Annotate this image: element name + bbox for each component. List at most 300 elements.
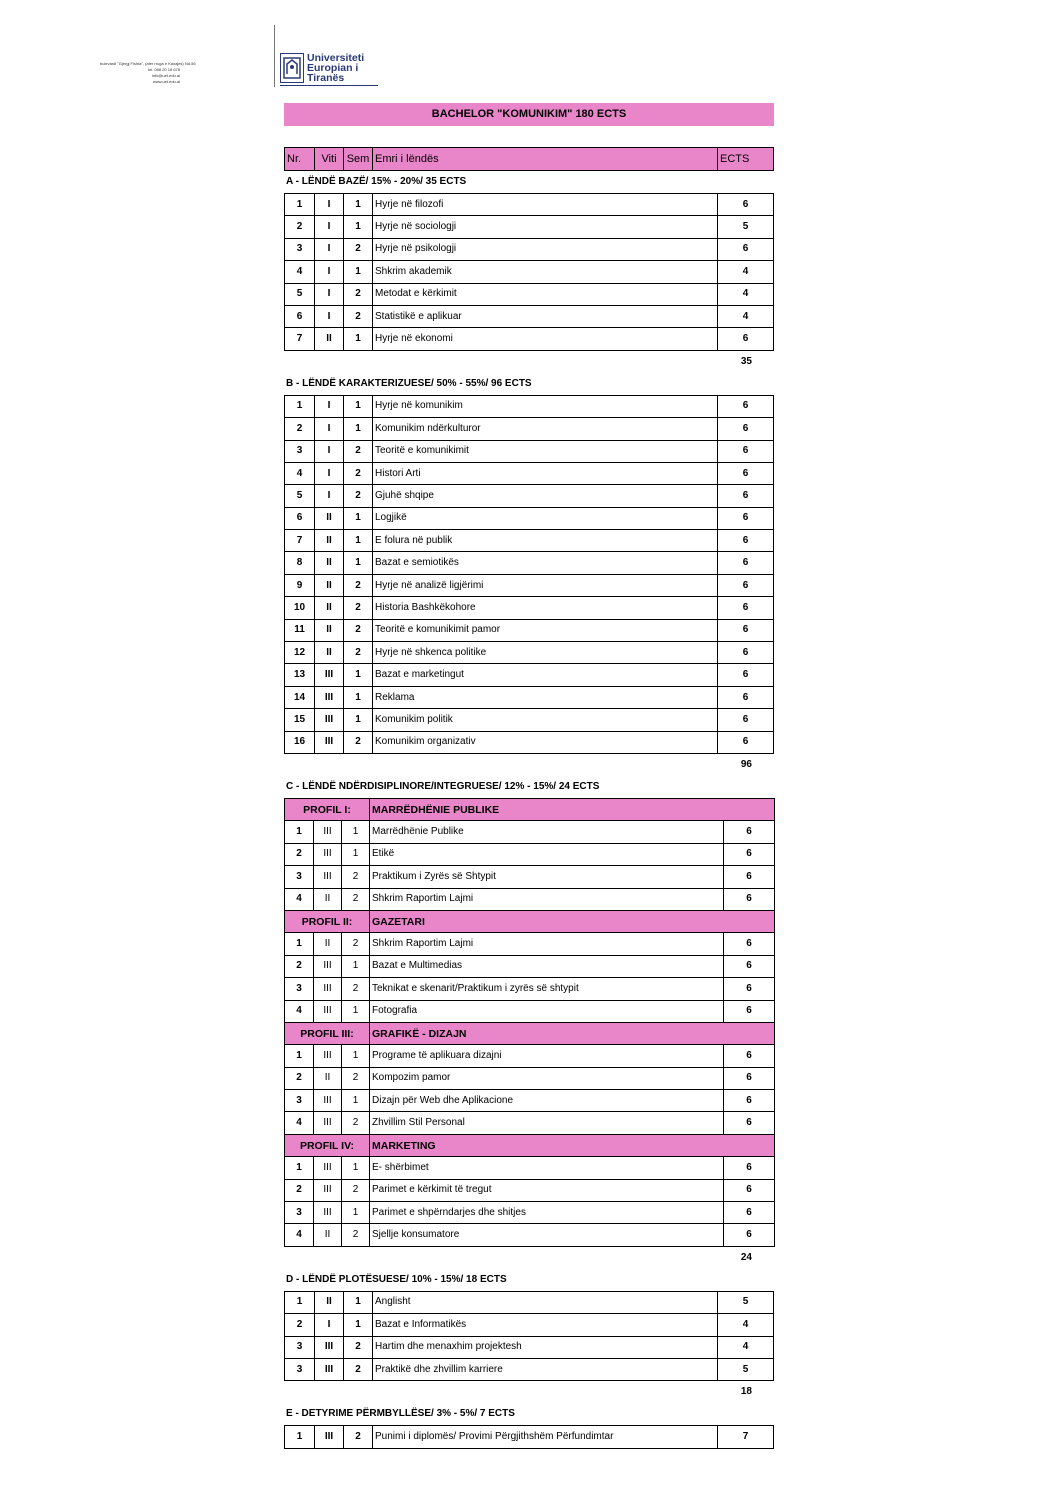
course-year: III [315, 1358, 344, 1380]
section-b-total: 96 [740, 758, 752, 770]
course-number: 3 [285, 1202, 314, 1224]
course-semester: 2 [342, 888, 370, 910]
course-name: Hyrje në psikologji [373, 238, 718, 260]
section-c-total: 24 [740, 1251, 752, 1263]
course-ects: 6 [718, 485, 774, 507]
course-semester: 1 [342, 1000, 370, 1022]
course-name: Anglisht [373, 1291, 718, 1313]
course-semester: 1 [344, 1291, 373, 1313]
table-row [285, 1291, 774, 1313]
course-year: I [315, 305, 344, 327]
course-ects: 6 [718, 642, 774, 664]
section-e-title: E - DETYRIME PËRMBYLLËSE/ 3% - 5%/ 7 ECTS [286, 1408, 515, 1420]
course-number: 14 [285, 686, 315, 708]
profile-name: MARKETING [370, 1134, 775, 1156]
table-row [285, 305, 774, 327]
table-row [285, 507, 774, 529]
table-row [285, 552, 774, 574]
course-name: Teoritë e komunikimit [373, 440, 718, 462]
section-a-table [284, 193, 774, 351]
course-year: III [315, 709, 344, 731]
section-c-table [284, 798, 775, 1247]
table-row [285, 283, 774, 305]
university-name-line: Europian i [307, 62, 359, 74]
address-line: info@uet.edu.al [151, 73, 180, 78]
course-ects: 6 [718, 440, 774, 462]
program-title: BACHELOR "KOMUNIKIM" 180 ECTS [284, 103, 774, 126]
letterhead [100, 25, 365, 95]
course-semester: 2 [344, 1336, 373, 1358]
course-ects: 6 [724, 1045, 775, 1067]
course-year: I [315, 238, 344, 260]
course-number: 3 [285, 1336, 315, 1358]
course-number: 16 [285, 731, 315, 753]
section-e-table [284, 1425, 774, 1448]
table-row [285, 1112, 775, 1134]
course-semester: 2 [344, 642, 373, 664]
table-row [285, 843, 775, 865]
course-number: 11 [285, 619, 315, 641]
course-semester: 1 [344, 395, 373, 417]
course-semester: 2 [342, 1224, 370, 1246]
table-row [285, 1314, 774, 1336]
course-number: 4 [285, 1112, 314, 1134]
course-year: III [314, 821, 342, 843]
course-name: Etikë [370, 843, 724, 865]
course-name: Sjellje konsumatore [370, 1224, 724, 1246]
table-row [285, 1045, 775, 1067]
course-ects: 6 [718, 418, 774, 440]
course-number: 1 [285, 1157, 314, 1179]
address-block [100, 61, 196, 85]
course-year: II [315, 507, 344, 529]
course-year: III [314, 866, 342, 888]
table-row [285, 1426, 774, 1448]
course-year: III [314, 1179, 342, 1201]
course-ects: 4 [718, 1336, 774, 1358]
course-number: 1 [285, 933, 314, 955]
course-number: 5 [285, 283, 315, 305]
course-year: III [315, 686, 344, 708]
course-number: 4 [285, 888, 314, 910]
course-name: Shkrim Raportim Lajmi [370, 933, 724, 955]
course-ects: 6 [718, 194, 774, 216]
course-name: Komunikim politik [373, 709, 718, 731]
course-name: Zhvillim Stil Personal [370, 1112, 724, 1134]
table-row [285, 664, 774, 686]
course-name: Marrëdhënie Publike [370, 821, 724, 843]
course-name: Hyrje në komunikim [373, 395, 718, 417]
table-row [285, 709, 774, 731]
course-number: 13 [285, 664, 315, 686]
course-semester: 1 [344, 216, 373, 238]
course-name: Hyrje në sociologji [373, 216, 718, 238]
course-year: I [315, 462, 344, 484]
course-year: II [315, 328, 344, 350]
table-row [285, 619, 774, 641]
course-name: Bazat e Informatikës [373, 1314, 718, 1336]
course-year: I [315, 395, 344, 417]
course-semester: 2 [344, 440, 373, 462]
table-row [285, 1179, 775, 1201]
profile-name: GRAFIKË - DIZAJN [370, 1022, 775, 1044]
course-ects: 5 [718, 1291, 774, 1313]
course-name: Hyrje në analizë ligjërimi [373, 574, 718, 596]
logo-underline [280, 85, 378, 86]
course-number: 4 [285, 462, 315, 484]
course-year: II [315, 597, 344, 619]
course-year: III [314, 978, 342, 1000]
table-row [285, 1224, 775, 1246]
university-logo-icon [280, 53, 304, 83]
course-ects: 5 [718, 1358, 774, 1380]
curriculum [284, 103, 774, 1449]
course-ects: 6 [724, 1090, 775, 1112]
table-row [285, 418, 774, 440]
course-name: Praktikum i Zyrës së Shtypit [370, 866, 724, 888]
profile-header-row [285, 1134, 775, 1156]
letterhead-divider [274, 25, 275, 87]
course-year: II [315, 642, 344, 664]
course-name: Programe të aplikuara dizajni [370, 1045, 724, 1067]
profile-label: PROFIL II: [285, 910, 370, 932]
profile-label: PROFIL III: [285, 1022, 370, 1044]
course-semester: 1 [342, 1090, 370, 1112]
course-ects: 6 [718, 328, 774, 350]
course-name: Punimi i diplomës/ Provimi Përgjithshëm Përfundimtar [373, 1426, 718, 1448]
course-year: I [315, 283, 344, 305]
course-name: Historia Bashkëkohore [373, 597, 718, 619]
course-number: 1 [285, 1426, 315, 1448]
course-semester: 2 [344, 485, 373, 507]
course-year: III [314, 1202, 342, 1224]
table-row [285, 530, 774, 552]
course-number: 15 [285, 709, 315, 731]
course-number: 1 [285, 821, 314, 843]
course-year: III [314, 955, 342, 977]
table-row [285, 485, 774, 507]
course-number: 2 [285, 843, 314, 865]
course-ects: 6 [724, 821, 775, 843]
course-number: 3 [285, 238, 315, 260]
course-number: 7 [285, 530, 315, 552]
profile-label: PROFIL IV: [285, 1134, 370, 1156]
course-ects: 6 [718, 238, 774, 260]
course-semester: 1 [344, 328, 373, 350]
course-semester: 2 [342, 1179, 370, 1201]
course-number: 2 [285, 955, 314, 977]
course-ects: 5 [718, 216, 774, 238]
course-name: Bazat e semiotikës [373, 552, 718, 574]
course-ects: 4 [718, 1314, 774, 1336]
address-line: bulevardi "Gjergj Fishta", (afer rruga e Kavajes) Nd.56 [100, 61, 196, 66]
course-semester: 2 [344, 462, 373, 484]
section-a-total: 35 [740, 355, 752, 367]
course-semester: 1 [342, 1202, 370, 1224]
table-row [285, 686, 774, 708]
course-name: Parimet e shpërndarjes dhe shitjes [370, 1202, 724, 1224]
course-year: I [315, 216, 344, 238]
section-d-total: 18 [740, 1386, 752, 1398]
course-ects: 6 [724, 1179, 775, 1201]
course-number: 3 [285, 1358, 315, 1380]
column-header-table [284, 147, 774, 171]
course-number: 10 [285, 597, 315, 619]
table-row [285, 238, 774, 260]
course-name: Hyrje në shkenca politike [373, 642, 718, 664]
course-ects: 6 [724, 1202, 775, 1224]
course-ects: 6 [718, 664, 774, 686]
course-name: Gjuhë shqipe [373, 485, 718, 507]
course-name: Komunikim organizativ [373, 731, 718, 753]
address-line: tel. 068 20 18 678 [147, 67, 180, 72]
course-number: 12 [285, 642, 315, 664]
profile-name: GAZETARI [370, 910, 775, 932]
course-year: II [314, 933, 342, 955]
course-semester: 2 [344, 283, 373, 305]
university-name-line: Tiranës [307, 72, 345, 84]
table-row [285, 440, 774, 462]
course-number: 2 [285, 1314, 315, 1336]
profile-header-row [285, 1022, 775, 1044]
table-row [285, 955, 775, 977]
course-name: Reklama [373, 686, 718, 708]
course-number: 6 [285, 305, 315, 327]
section-d-table [284, 1291, 774, 1382]
course-number: 4 [285, 1224, 314, 1246]
course-year: I [315, 194, 344, 216]
course-ects: 6 [718, 395, 774, 417]
course-number: 3 [285, 440, 315, 462]
profile-label: PROFIL I: [285, 798, 370, 820]
course-year: I [315, 485, 344, 507]
table-row [285, 216, 774, 238]
course-semester: 1 [344, 418, 373, 440]
table-row [285, 1202, 775, 1224]
table-row [285, 462, 774, 484]
table-row [285, 888, 775, 910]
course-name: Fotografia [370, 1000, 724, 1022]
table-row [285, 933, 775, 955]
course-year: III [314, 843, 342, 865]
profile-header-row [285, 798, 775, 820]
course-year: I [315, 261, 344, 283]
course-name: Hyrje në filozofi [373, 194, 718, 216]
course-name: Teknikat e skenarit/Praktikum i zyrës së shtypit [370, 978, 724, 1000]
table-row [285, 1157, 775, 1179]
table-row [285, 1067, 775, 1089]
course-number: 9 [285, 574, 315, 596]
course-ects: 4 [718, 283, 774, 305]
section-d-title: D - LËNDË PLOTËSUESE/ 10% - 15%/ 18 ECTS [286, 1273, 507, 1285]
course-name: Metodat e kërkimit [373, 283, 718, 305]
course-semester: 1 [344, 686, 373, 708]
course-ects: 6 [724, 1067, 775, 1089]
course-year: III [314, 1045, 342, 1067]
course-year: III [315, 1336, 344, 1358]
course-semester: 1 [344, 261, 373, 283]
course-name: Bazat e Multimedias [370, 955, 724, 977]
university-name [307, 53, 364, 83]
table-row [285, 574, 774, 596]
course-semester: 2 [344, 305, 373, 327]
course-semester: 2 [342, 1112, 370, 1134]
course-semester: 1 [342, 955, 370, 977]
course-semester: 2 [344, 238, 373, 260]
course-ects: 6 [718, 462, 774, 484]
course-ects: 6 [718, 597, 774, 619]
course-number: 4 [285, 261, 315, 283]
column-header-row [285, 148, 774, 171]
course-year: III [314, 1112, 342, 1134]
course-ects: 6 [718, 619, 774, 641]
course-semester: 2 [342, 933, 370, 955]
course-ects: 6 [718, 552, 774, 574]
col-emri: Emri i lëndës [373, 148, 718, 171]
address-line: www.uet.edu.al [152, 79, 180, 84]
course-ects: 6 [718, 686, 774, 708]
course-ects: 6 [718, 574, 774, 596]
course-name: E folura në publik [373, 530, 718, 552]
course-semester: 2 [344, 574, 373, 596]
course-ects: 6 [724, 843, 775, 865]
course-number: 6 [285, 507, 315, 529]
course-name: Bazat e marketingut [373, 664, 718, 686]
course-ects: 6 [724, 955, 775, 977]
course-number: 4 [285, 1000, 314, 1022]
course-ects: 7 [718, 1426, 774, 1448]
table-row [285, 194, 774, 216]
course-semester: 1 [344, 1314, 373, 1336]
course-number: 3 [285, 1090, 314, 1112]
table-row [285, 731, 774, 753]
course-semester: 2 [342, 866, 370, 888]
course-number: 8 [285, 552, 315, 574]
course-year: II [315, 574, 344, 596]
course-semester: 1 [344, 552, 373, 574]
course-semester: 2 [344, 1358, 373, 1380]
course-name: E- shërbimet [370, 1157, 724, 1179]
course-ects: 6 [718, 731, 774, 753]
course-number: 3 [285, 978, 314, 1000]
course-number: 1 [285, 1291, 315, 1313]
course-year: III [314, 1090, 342, 1112]
profile-name: MARRËDHËNIE PUBLIKE [370, 798, 775, 820]
course-number: 1 [285, 1045, 314, 1067]
course-year: II [315, 552, 344, 574]
course-number: 2 [285, 216, 315, 238]
table-row [285, 1358, 774, 1380]
table-row [285, 1336, 774, 1358]
course-semester: 1 [342, 1045, 370, 1067]
course-semester: 2 [344, 619, 373, 641]
course-semester: 2 [342, 978, 370, 1000]
table-row [285, 261, 774, 283]
table-row [285, 328, 774, 350]
course-name: Histori Arti [373, 462, 718, 484]
table-row [285, 821, 775, 843]
course-semester: 1 [342, 1157, 370, 1179]
course-semester: 1 [342, 843, 370, 865]
course-name: Shkrim Raportim Lajmi [370, 888, 724, 910]
section-c-title: C - LËNDË NDËRDISIPLINORE/INTEGRUESE/ 12% - 15%/ 24 ECTS [286, 780, 600, 792]
course-semester: 2 [344, 731, 373, 753]
table-row [285, 597, 774, 619]
course-ects: 4 [718, 305, 774, 327]
section-b-table [284, 395, 774, 754]
course-number: 5 [285, 485, 315, 507]
course-year: II [315, 530, 344, 552]
course-year: I [315, 418, 344, 440]
course-name: Logjikë [373, 507, 718, 529]
course-ects: 6 [724, 1224, 775, 1246]
course-number: 2 [285, 1179, 314, 1201]
table-row [285, 642, 774, 664]
course-name: Statistikë e aplikuar [373, 305, 718, 327]
course-semester: 1 [344, 194, 373, 216]
table-row [285, 866, 775, 888]
col-ects: ECTS [718, 148, 774, 171]
course-name: Dizajn për Web dhe Aplikacione [370, 1090, 724, 1112]
table-row [285, 978, 775, 1000]
col-sem: Sem [344, 148, 373, 171]
course-ects: 6 [724, 866, 775, 888]
course-year: III [315, 1426, 344, 1448]
course-semester: 1 [344, 664, 373, 686]
course-name: Teoritë e komunikimit pamor [373, 619, 718, 641]
table-row [285, 1000, 775, 1022]
course-semester: 1 [344, 530, 373, 552]
course-ects: 4 [718, 261, 774, 283]
course-ects: 6 [724, 978, 775, 1000]
course-ects: 6 [718, 709, 774, 731]
profile-header-row [285, 910, 775, 932]
course-semester: 1 [344, 709, 373, 731]
section-b-title: B - LËNDË KARAKTERIZUESE/ 50% - 55%/ 96 ECTS [286, 377, 532, 389]
col-nr: Nr. [285, 148, 315, 171]
course-year: II [314, 1067, 342, 1089]
course-ects: 6 [724, 1112, 775, 1134]
course-semester: 1 [342, 821, 370, 843]
course-ects: 6 [718, 530, 774, 552]
course-year: III [315, 664, 344, 686]
table-row [285, 1090, 775, 1112]
course-year: III [315, 731, 344, 753]
course-name: Hartim dhe menaxhim projektesh [373, 1336, 718, 1358]
course-year: I [315, 440, 344, 462]
course-year: II [315, 1291, 344, 1313]
course-ects: 6 [718, 507, 774, 529]
course-name: Praktikë dhe zhvillim karriere [373, 1358, 718, 1380]
table-row [285, 395, 774, 417]
course-number: 2 [285, 418, 315, 440]
course-number: 1 [285, 194, 315, 216]
course-name: Shkrim akademik [373, 261, 718, 283]
section-a-title: A - LËNDË BAZË/ 15% - 20%/ 35 ECTS [286, 176, 467, 187]
university-name-line: Universiteti [307, 52, 365, 64]
course-name: Komunikim ndërkulturor [373, 418, 718, 440]
course-ects: 6 [724, 933, 775, 955]
course-ects: 6 [724, 888, 775, 910]
col-viti: Viti [315, 148, 344, 171]
course-year: II [314, 1224, 342, 1246]
course-ects: 6 [724, 1157, 775, 1179]
course-semester: 2 [344, 597, 373, 619]
course-year: III [314, 1000, 342, 1022]
course-number: 7 [285, 328, 315, 350]
course-semester: 2 [344, 1426, 373, 1448]
course-semester: 1 [344, 507, 373, 529]
